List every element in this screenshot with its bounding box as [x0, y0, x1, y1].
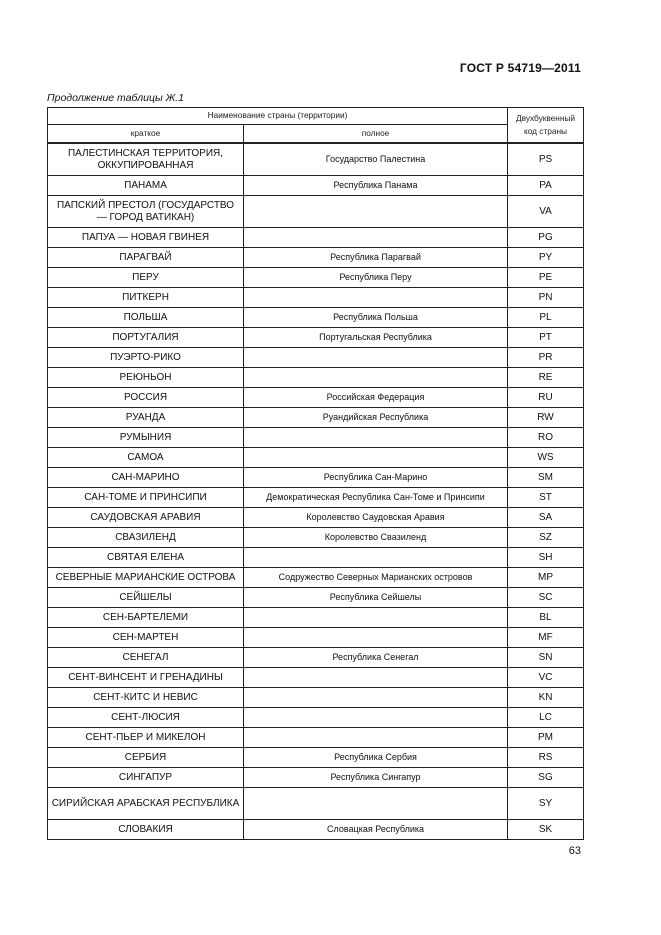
short-name-cell: СЕНТ-ВИНСЕНТ И ГРЕНАДИНЫ [48, 668, 244, 688]
short-name-cell: СЕН-МАРТЕН [48, 628, 244, 648]
full-name-cell: Королевство Саудовская Аравия [244, 508, 508, 528]
full-name-cell: Республика Сан-Марино [244, 468, 508, 488]
country-code-cell: WS [508, 448, 584, 468]
full-name-cell [244, 668, 508, 688]
full-name-cell: Республика Сингапур [244, 768, 508, 788]
table-row [48, 468, 584, 488]
full-name-cell [244, 228, 508, 248]
table-row [48, 448, 584, 468]
table-row [48, 408, 584, 428]
country-code-cell: SN [508, 648, 584, 668]
country-code-cell: PM [508, 728, 584, 748]
table-row [48, 820, 584, 840]
table-row [48, 748, 584, 768]
country-code-cell: PT [508, 328, 584, 348]
country-code-cell: BL [508, 608, 584, 628]
full-name-cell [244, 428, 508, 448]
country-code-cell: MF [508, 628, 584, 648]
full-name-cell: Республика Сейшелы [244, 588, 508, 608]
country-code-cell: SK [508, 820, 584, 840]
short-name-cell: СВАЗИЛЕНД [48, 528, 244, 548]
full-name-column-header: полное [244, 125, 508, 144]
country-code-cell: VA [508, 196, 584, 228]
short-name-cell: САУДОВСКАЯ АРАВИЯ [48, 508, 244, 528]
country-table [47, 107, 584, 840]
short-name-cell: РОССИЯ [48, 388, 244, 408]
table-row [48, 628, 584, 648]
table-row [48, 288, 584, 308]
country-code-cell: SG [508, 768, 584, 788]
table-row [48, 608, 584, 628]
short-name-cell: СЕНТ-ПЬЕР И МИКЕЛОН [48, 728, 244, 748]
short-name-cell: ПУЭРТО-РИКО [48, 348, 244, 368]
country-code-cell: PE [508, 268, 584, 288]
country-code-cell: LC [508, 708, 584, 728]
table-row [48, 728, 584, 748]
short-name-cell: ПОЛЬША [48, 308, 244, 328]
full-name-cell: Руандийская Республика [244, 408, 508, 428]
table-row [48, 688, 584, 708]
full-name-cell: Португальская Республика [244, 328, 508, 348]
country-code-cell: PG [508, 228, 584, 248]
full-name-cell [244, 548, 508, 568]
country-code-cell: SA [508, 508, 584, 528]
full-name-cell: Содружество Северных Марианских островов [244, 568, 508, 588]
table-row [48, 368, 584, 388]
country-code-cell: PL [508, 308, 584, 328]
short-name-cell: СЛОВАКИЯ [48, 820, 244, 840]
country-code-cell: VC [508, 668, 584, 688]
full-name-cell: Государство Палестина [244, 143, 508, 176]
country-code-cell: RW [508, 408, 584, 428]
table-body [48, 143, 584, 840]
short-name-cell: РУАНДА [48, 408, 244, 428]
country-code-cell: SY [508, 788, 584, 820]
short-name-cell: ПАЛЕСТИНСКАЯ ТЕРРИТОРИЯ, ОККУПИРОВАННАЯ [48, 143, 244, 176]
table-row [48, 648, 584, 668]
table-row [48, 788, 584, 820]
country-code-cell: MP [508, 568, 584, 588]
table-row [48, 388, 584, 408]
table-row [48, 328, 584, 348]
full-name-cell [244, 196, 508, 228]
short-name-cell: ПАНАМА [48, 176, 244, 196]
country-code-cell: PN [508, 288, 584, 308]
table-row [48, 196, 584, 228]
table-row [48, 568, 584, 588]
country-code-cell: RE [508, 368, 584, 388]
country-code-cell: RU [508, 388, 584, 408]
table-row [48, 528, 584, 548]
full-name-cell [244, 628, 508, 648]
short-name-cell: СЕЙШЕЛЫ [48, 588, 244, 608]
table-row [48, 268, 584, 288]
full-name-cell: Республика Польша [244, 308, 508, 328]
short-name-cell: РУМЫНИЯ [48, 428, 244, 448]
short-name-cell: СЕНТ-ЛЮСИЯ [48, 708, 244, 728]
table-row [48, 348, 584, 368]
country-code-cell: PR [508, 348, 584, 368]
table-row [48, 548, 584, 568]
short-name-cell: РЕЮНЬОН [48, 368, 244, 388]
short-name-cell: ПАПУА — НОВАЯ ГВИНЕЯ [48, 228, 244, 248]
full-name-cell: Республика Сенегал [244, 648, 508, 668]
short-name-cell: СЕН-БАРТЕЛЕМИ [48, 608, 244, 628]
table-row [48, 143, 584, 176]
full-name-cell: Республика Перу [244, 268, 508, 288]
full-name-cell: Демократическая Республика Сан-Томе и Принсипи [244, 488, 508, 508]
short-name-cell: СВЯТАЯ ЕЛЕНА [48, 548, 244, 568]
short-name-cell: СЕВЕРНЫЕ МАРИАНСКИЕ ОСТРОВА [48, 568, 244, 588]
short-name-cell: СЕРБИЯ [48, 748, 244, 768]
full-name-cell [244, 368, 508, 388]
standard-number: ГОСТ Р 54719—2011 [459, 61, 581, 75]
country-name-group-header: Наименование страны (территории) [48, 108, 508, 125]
short-name-cell: ПАПСКИЙ ПРЕСТОЛ (ГОСУДАРСТВО — ГОРОД ВАТИКАН) [48, 196, 244, 228]
full-name-cell [244, 708, 508, 728]
short-name-column-header: краткое [48, 125, 244, 144]
short-name-cell: ПИТКЕРН [48, 288, 244, 308]
table-caption: Продолжение таблицы Ж.1 [47, 92, 184, 104]
full-name-cell [244, 448, 508, 468]
short-name-cell: САН-ТОМЕ И ПРИНСИПИ [48, 488, 244, 508]
country-code-cell: KN [508, 688, 584, 708]
short-name-cell: СИНГАПУР [48, 768, 244, 788]
page-number: 63 [568, 845, 581, 857]
table-row [48, 248, 584, 268]
short-name-cell: СЕНТ-КИТС И НЕВИС [48, 688, 244, 708]
full-name-cell [244, 288, 508, 308]
country-code-cell: SZ [508, 528, 584, 548]
table-row [48, 768, 584, 788]
short-name-cell: ПОРТУГАЛИЯ [48, 328, 244, 348]
short-name-cell: ПЕРУ [48, 268, 244, 288]
full-name-cell: Республика Парагвай [244, 248, 508, 268]
country-code-cell: SH [508, 548, 584, 568]
full-name-cell: Словацкая Республика [244, 820, 508, 840]
short-name-cell: САМОА [48, 448, 244, 468]
full-name-cell: Республика Панама [244, 176, 508, 196]
table-row [48, 308, 584, 328]
full-name-cell [244, 728, 508, 748]
full-name-cell [244, 688, 508, 708]
full-name-cell [244, 788, 508, 820]
table-row [48, 708, 584, 728]
table-row [48, 228, 584, 248]
country-code-cell: RS [508, 748, 584, 768]
country-code-cell: PA [508, 176, 584, 196]
full-name-cell: Республика Сербия [244, 748, 508, 768]
country-code-cell: SC [508, 588, 584, 608]
short-name-cell: ПАРАГВАЙ [48, 248, 244, 268]
short-name-cell: САН-МАРИНО [48, 468, 244, 488]
short-name-cell: СЕНЕГАЛ [48, 648, 244, 668]
table-row [48, 668, 584, 688]
table-row [48, 488, 584, 508]
table-row [48, 176, 584, 196]
table-row [48, 508, 584, 528]
country-code-cell: ST [508, 488, 584, 508]
country-code-cell: PY [508, 248, 584, 268]
full-name-cell: Российская Федерация [244, 388, 508, 408]
full-name-cell: Королевство Свазиленд [244, 528, 508, 548]
full-name-cell [244, 608, 508, 628]
country-code-cell: RO [508, 428, 584, 448]
short-name-cell: СИРИЙСКАЯ АРАБСКАЯ РЕСПУБЛИКА [48, 788, 244, 820]
table-row [48, 588, 584, 608]
country-code-cell: SM [508, 468, 584, 488]
country-code-cell: PS [508, 143, 584, 176]
full-name-cell [244, 348, 508, 368]
table-row [48, 428, 584, 448]
code-column-header: Двухбуквенный код страны [508, 108, 584, 144]
